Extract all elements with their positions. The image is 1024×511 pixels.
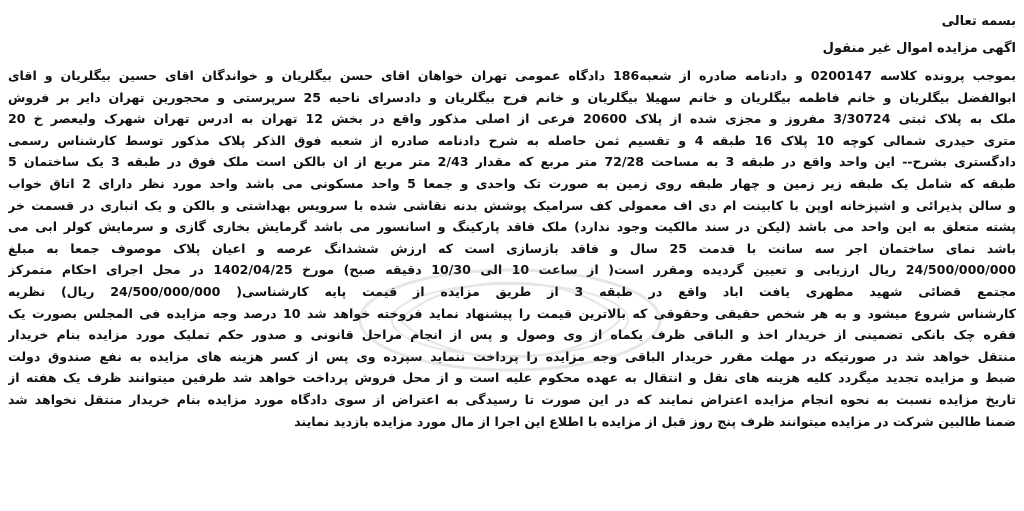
- body-line: منتقل خواهد شد در صورتیکه در مهلت مقرر خریدار الباقی وجه مزایده را پرداخت ننماید سپرده وی پس از کسر هزینه های مزایده به نفع صندوق دولت: [8, 348, 1016, 364]
- body-line: کارشناس شروع میشود و به هر شخص حقیقی وحقوقی که بالاترین قیمت را پیشنهاد نماید فروخته خواهد شد 10 درصد وجه مزایده فی المجلس بصورت یک: [8, 305, 1016, 321]
- body-line: ضمنا طالبین شرکت در مزایده میتوانند ظرف پنج روز قبل از مزایده با اطلاع این اجرا از مال مورد مزایده بازدید نمایند: [294, 413, 1016, 429]
- body-line: دادگستری بشرح-- این واحد واقع در طبقه 3 به مساحت 72/28 متر مربع که مقدار 2/43 متر مربع از ان بالکن است ملک فوق در طبقه 3 یک ساختمان 5: [8, 154, 1016, 170]
- body-line: ملک به پلاک ثبتی 3/30724 مفروز و مجزی شده از پلاک 20600 فرعی از اصلی مذکور واقع در بخش 12 تهران به ادرس تهران شهرک ولیعصر خ 20: [8, 111, 1016, 127]
- body-line: بموجب پرونده کلاسه 0200147 و دادنامه صادره از شعبه186 دادگاه عمومی تهران خواهان اقای حسن بیگلریان و خواندگان اقای حسین بیگلریان و اقای: [8, 68, 1016, 83]
- body-line: ضبط و مزایده تجدید میگردد کلیه هزینه های نقل و انتقال به عهده محکوم علیه است و از محل فروش پرداخت خواهد شد طرفین میتوانند ظرف یک هفته از: [8, 370, 1016, 386]
- body-line: پشته متعلق به این واحد می باشد (لیکن در سند مالکیت وجود ندارد) ملک فاقد پارکینگ و اسانسور می باشد گرمایش بخاری گازی و سرمایش کولر ابی می: [8, 219, 1016, 235]
- body-line: باشد نمای ساختمان اجر سه سانت با قدمت 25 سال و فاقد بازسازی است که ارزش ششدانگ عرصه و اعیان پلاک موصوف جمعا به مبلغ: [8, 240, 1016, 256]
- announcement-body: [8, 65, 1016, 432]
- body-line: و سالن پذیرائی و اشپزخانه اوپن با کابینت ام دی اف معمولی کف سرامیک پوشش بدنه نقاشی شده با سرویس بهداشتی و بالکن و یک انباری در قسمت خر: [8, 197, 1016, 213]
- body-line: 24/500/000/000 ریال ارزیابی و تعیین گردیده ومقرر است( از ساعت 10 الی 10/30 دقیقه صبح) مورخ 1402/04/25 در محل اجرای احکام متمرکز: [8, 262, 1016, 278]
- body-line: تاریخ مزایده نسبت به نحوه انجام مزایده اعتراض نمایند که در این صورت تا رسیدگی به اعتراض از سوی دادگاه مورد مزایده بنام خریدار منتقل نخواهد شد: [8, 391, 1016, 407]
- body-line: متری حیدری شمالی کوچه 10 پلاک 16 طبقه 4 و تقسیم ثمن حاصله به شرح دادنامه صادره از شعبه فوق الذکر پلاک مذکور توسط کارشناس رسمی: [8, 132, 1016, 148]
- body-line: مجتمع قضائی شهید مطهری یافت اباد واقع در طبقه 3 از طریق مزایده از قیمت پایه کارشناسی( 24/500/000/000 ریال) نظریه: [8, 283, 1016, 299]
- body-line: ابوالفضل بیگلریان و خانم فاطمه بیگلریان و خانم سهیلا بیگلریان و خانم فرح بیگلریان و دادسرای ناحیه 25 سرپرستی و محجورین تهران دایر بر فروش: [8, 89, 1016, 105]
- body-line: طبقه که شامل یک طبقه زیر زمین و چهار طبقه روی زمین به صورت تک واحدی و جمعا 5 واحد مسکونی می باشد واحد مورد نظر دارای 2 اتاق خواب: [8, 175, 1016, 191]
- body-line: فقره چک بانکی تضمینی از خریدار اخذ و الباقی ظرف یکماه از وی وصول و پس از انجام مراحل قانونی و صدور حکم تملیک مورد مزایده بنام خریدار: [8, 327, 1016, 343]
- opening-phrase: بسمه تعالی: [941, 14, 1016, 29]
- announcement-title: اگهی مزایده اموال غیر منقول: [822, 41, 1016, 56]
